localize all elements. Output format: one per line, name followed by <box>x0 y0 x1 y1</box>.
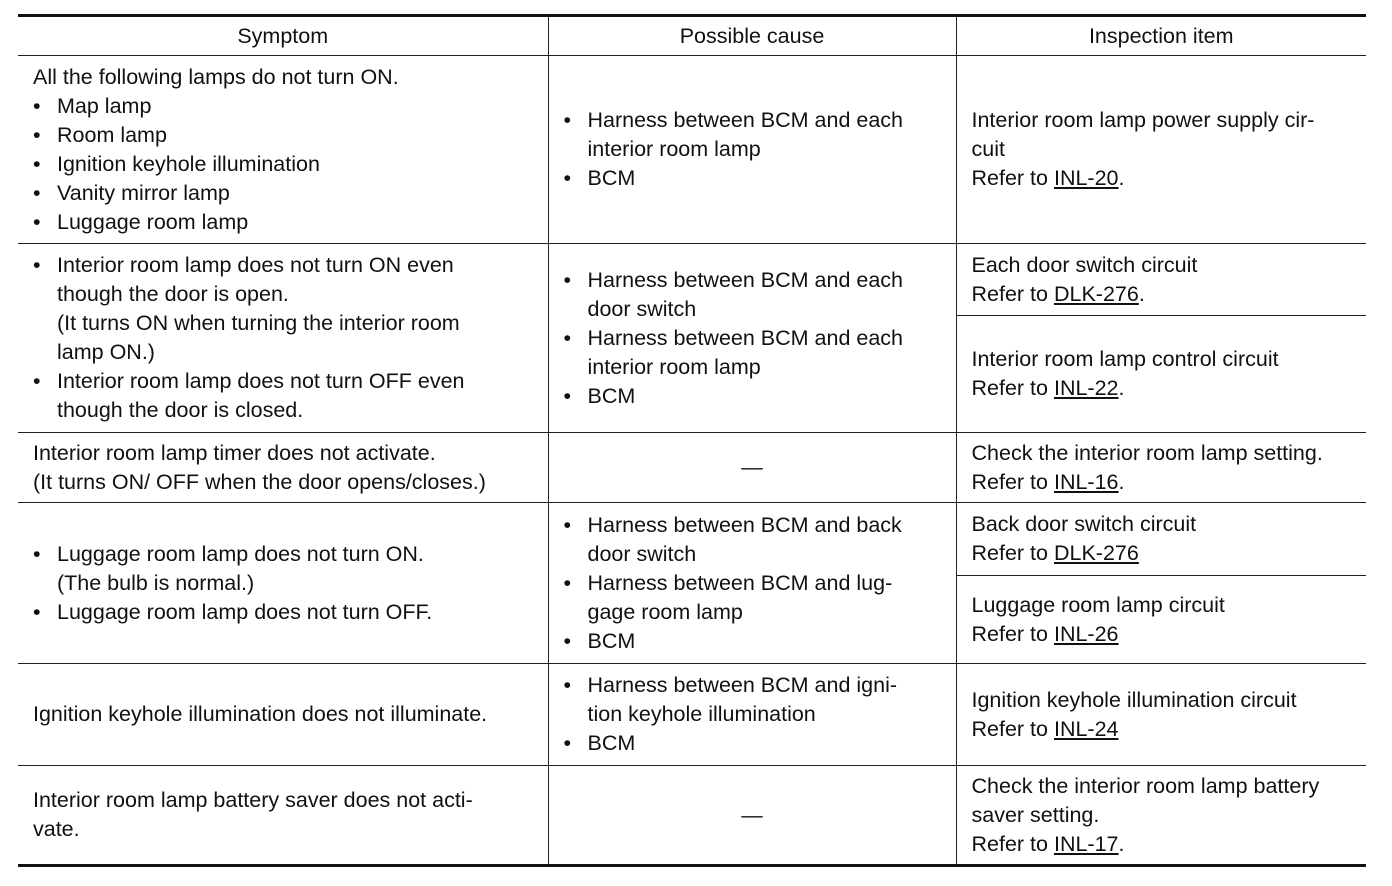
symptom-bullet-cont: though the door is closed. <box>57 398 304 422</box>
symptom-bullet-cont: (It turns ON when turning the interior room <box>57 311 460 335</box>
cause-cell <box>548 244 956 433</box>
cause-bullet: • Harness between BCM and lug- <box>564 569 948 598</box>
ref-link-dlk-276[interactable]: DLK-276 <box>1053 281 1139 306</box>
symptom-bullet: • Luggage room lamp does not turn ON. <box>33 540 540 569</box>
ref-link-dlk-276[interactable]: DLK-276 <box>1053 541 1139 565</box>
diagnosis-table <box>18 14 1366 867</box>
inspection-cell <box>956 766 1366 866</box>
symptom-cell <box>18 664 548 766</box>
symptom-text: Interior room lamp timer does not activate. <box>33 440 436 465</box>
inspection-refer <box>972 468 1359 497</box>
inspection-refer <box>972 715 1359 744</box>
inspection-refer <box>972 830 1359 859</box>
table-row <box>18 433 1366 503</box>
refer-label: Refer to <box>971 831 1048 856</box>
inspection-refer <box>972 620 1359 649</box>
symptom-text: Interior room lamp battery saver does not acti- <box>33 788 473 812</box>
cause-bullet: • Harness between BCM and igni- <box>564 671 948 700</box>
header-possible-cause: Possible cause <box>548 16 956 56</box>
inspection-cell <box>956 503 1366 576</box>
ref-link-inl-17[interactable]: INL-17 <box>1053 831 1119 856</box>
ref-link-inl-16[interactable]: INL-16 <box>1053 469 1119 494</box>
symptom-bullet: • Room lamp <box>33 121 540 150</box>
ref-link-inl-20[interactable]: INL-20 <box>1053 166 1119 190</box>
no-cause-dash: — <box>741 455 763 479</box>
symptom-text: vate. <box>33 817 80 841</box>
symptom-bullet-cont: (The bulb is normal.) <box>57 570 255 595</box>
symptom-cell <box>18 503 548 664</box>
cause-cell <box>548 56 956 244</box>
inspection-text: Interior room lamp control circuit <box>971 347 1279 371</box>
cause-bullet-cont: door switch <box>587 541 697 566</box>
symptom-cell <box>18 244 548 433</box>
ref-suffix: . <box>1118 831 1125 856</box>
symptom-bullet: • Interior room lamp does not turn ON even <box>33 251 540 280</box>
table-row <box>18 244 1366 316</box>
inspection-cell <box>956 56 1366 244</box>
symptom-bullet: • Interior room lamp does not turn OFF even <box>33 367 540 396</box>
refer-label: Refer to <box>971 376 1048 400</box>
table-row <box>18 766 1366 866</box>
ref-suffix: . <box>1118 166 1125 190</box>
cause-bullet-cont: door switch <box>587 296 697 321</box>
symptom-bullet: • Luggage room lamp does not turn OFF. <box>33 598 540 627</box>
cause-bullet: • BCM <box>564 627 948 656</box>
cause-bullet: • BCM <box>564 164 948 193</box>
inspection-refer <box>972 374 1359 403</box>
symptom-cell <box>18 56 548 244</box>
refer-label: Refer to <box>971 166 1048 190</box>
symptom-text: (It turns ON/ OFF when the door opens/closes.) <box>33 469 486 494</box>
inspection-cell <box>956 576 1366 664</box>
symptom-bullet: • Ignition keyhole illumination <box>33 150 540 179</box>
inspection-cell <box>956 433 1366 503</box>
table-row <box>18 56 1366 244</box>
symptom-bullet-cont: though the door is open. <box>57 282 289 306</box>
refer-label: Refer to <box>971 469 1048 494</box>
inspection-cell <box>956 664 1366 766</box>
symptom-bullet: • Map lamp <box>33 92 540 121</box>
table-row <box>18 503 1366 576</box>
no-cause-dash: — <box>741 802 763 827</box>
table-row <box>18 664 1366 766</box>
inspection-cell <box>956 244 1366 316</box>
refer-label: Refer to <box>971 716 1048 741</box>
symptom-bullet: • Vanity mirror lamp <box>33 179 540 208</box>
cause-bullet: • Harness between BCM and each <box>564 106 948 135</box>
cause-bullet-cont: tion keyhole illumination <box>587 702 816 726</box>
header-symptom: Symptom <box>18 16 548 56</box>
ref-suffix: . <box>1118 469 1125 494</box>
ref-link-inl-24[interactable]: INL-24 <box>1053 716 1119 741</box>
inspection-text: Each door switch circuit <box>971 252 1198 277</box>
cause-cell <box>548 766 956 866</box>
symptom-cell <box>18 766 548 866</box>
cause-cell <box>548 664 956 766</box>
ref-suffix: . <box>1138 281 1145 306</box>
cause-cell <box>548 503 956 664</box>
cause-bullet: • Harness between BCM and back <box>564 511 948 540</box>
inspection-text: Back door switch circuit <box>971 512 1197 536</box>
cause-bullet: • Harness between BCM and each <box>564 324 948 353</box>
inspection-text: cuit <box>971 137 1005 161</box>
refer-label: Refer to <box>971 281 1048 306</box>
symptom-bullet-cont: lamp ON.) <box>57 340 155 364</box>
inspection-text: Check the interior room lamp setting. <box>971 440 1323 465</box>
ref-link-inl-22[interactable]: INL-22 <box>1053 376 1119 400</box>
inspection-text: Luggage room lamp circuit <box>971 592 1225 617</box>
inspection-refer <box>972 164 1359 193</box>
cause-bullet: • Harness between BCM and each <box>564 266 948 295</box>
symptom-text: Ignition keyhole illumination does not illuminate. <box>33 702 488 726</box>
inspection-text: Interior room lamp power supply cir- <box>971 108 1315 132</box>
cause-bullet-cont: interior room lamp <box>587 137 761 161</box>
cause-cell <box>548 433 956 503</box>
ref-suffix: . <box>1118 376 1125 400</box>
cause-bullet: • BCM <box>564 729 948 758</box>
ref-link-inl-26[interactable]: INL-26 <box>1053 621 1119 646</box>
refer-label: Refer to <box>971 541 1048 565</box>
cause-bullet: • BCM <box>564 382 948 411</box>
symptom-text: All the following lamps do not turn ON. <box>33 64 399 89</box>
symptom-cell <box>18 433 548 503</box>
symptom-bullet: • Luggage room lamp <box>33 208 540 237</box>
cause-bullet-cont: interior room lamp <box>587 354 761 379</box>
diagnosis-table-wrapper <box>18 14 1366 867</box>
header-row <box>18 16 1366 56</box>
inspection-refer <box>972 280 1359 309</box>
inspection-text: saver setting. <box>971 802 1100 827</box>
inspection-refer <box>972 539 1359 568</box>
inspection-text: Check the interior room lamp battery <box>971 773 1320 798</box>
cause-bullet-cont: gage room lamp <box>587 599 743 624</box>
refer-label: Refer to <box>971 621 1048 646</box>
inspection-cell <box>956 316 1366 433</box>
inspection-text: Ignition keyhole illumination circuit <box>971 687 1297 712</box>
header-inspection-item: Inspection item <box>956 16 1366 56</box>
